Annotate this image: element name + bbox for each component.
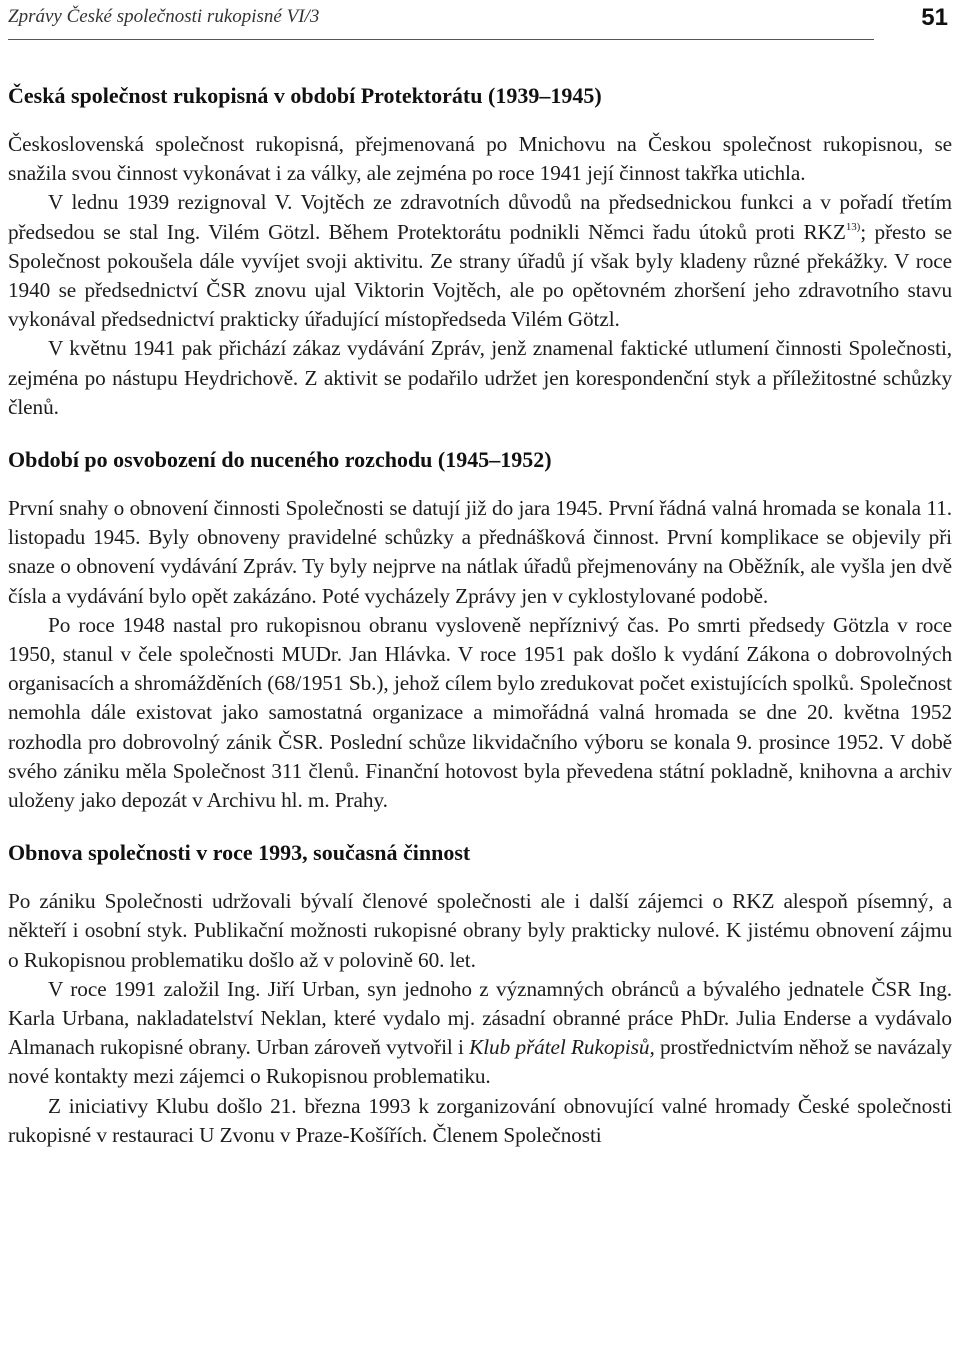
section-heading: Obnova společnosti v roce 1993, současná činnost [8, 840, 471, 866]
running-header-title: Zprávy České společnosti rukopisné VI/3 [8, 6, 320, 27]
paragraph: První snahy o obnovení činnosti Společnosti se datují již do jara 1945. První řádná valná hromada se konala 11. listopadu 1945. Byly obnoveny pravidelné schůzky a přednášková činnost. První komplikace se objevily při snaze o obnovení vydávání Zpráv. Ty byly nejprve na nátlak úřadů přejmenovány na Oběžník, ale vyšla jen dvě čísla a vydávání bylo opět zakázáno. Poté vycházely Zprávy jen v cyklostylované podobě. [8, 496, 952, 608]
section-postwar [8, 444, 952, 815]
section-heading: Období po osvobození do nuceného rozchodu (1945–1952) [8, 447, 552, 473]
section-heading: Česká společnost rukopisná v období Protektorátu (1939–1945) [8, 83, 602, 108]
paragraph [8, 188, 952, 334]
section-renewal [8, 837, 952, 1150]
paragraph: Československá společnost rukopisná, přejmenovaná po Mnichovu na Českou společnost rukopisnou, se snažila svou činnost vykonávat i za války, ale zejména po roce 1941 její činnost takřka utichla. [8, 132, 952, 186]
paragraph: Po zániku Společnosti udržovali bývalí členové společnosti ale i další zájemci o RKZ alespoň písemný, a někteří i osobní styk. Publikační možnosti rukopisné obrany byly prakticky nulové. K jistému obnovení zájmu o Rukopisnou problematiku došlo až v polovině 60. let. [8, 889, 952, 972]
paragraph-text: V lednu 1939 rezignoval V. Vojtěch ze zdravotních důvodů na předsednickou funkci a v pořadí třetím předsedou se stal Ing. Vilém Götzl. Během Protektorátu podnikli Němci řadu útoků proti RKZ [8, 190, 952, 244]
club-name: Klub přátel Rukopisů, [469, 1035, 655, 1060]
footnote-reference: 13) [845, 220, 861, 233]
paragraph: V květnu 1941 pak přichází zákaz vydávání Zpráv, jenž znamenal faktické utlumení činnosti Společnosti, zejména po nástupu Heydrichově. Z aktivit se podařilo udržet jen korespondenční styk a příležitostné schůzky členů. [8, 336, 952, 419]
paragraph-text: prostřednictvím něhož se navázaly nové kontakty mezi zájemci o Rukopisnou problematiku. [8, 1035, 952, 1089]
page-number: 51 [921, 4, 948, 31]
paragraph: Z iniciativy Klubu došlo 21. března 1993 k zorganizování obnovující valné hromady České společnosti rukopisné v restauraci U Zvonu v Praze-Košířích. Členem Společnosti [8, 1093, 952, 1147]
paragraph: Po roce 1948 nastal pro rukopisnou obranu vysloveně nepříznivý čas. Po smrti předsedy Götzla v roce 1950, stanul v čele společnosti MUDr. Jan Hlávka. V roce 1951 pak došlo k vydání Zákona o dobrovolných organisacích a shromážděních (68/1951 Sb.), jehož cílem bylo zredukovat počet existujících spolků. Společnost nemohla dále existovat jako samostatná organizace a mimořádná valná hromada se dne 20. května 1952 rozhodla pro dobrovolný zánik ČSR. Poslední schůze likvidačního výboru se konala 9. prosince 1952. V době svého zániku měla Společnost 311 členů. Finanční hotovost byla převedena státní pokladně, knihovna a archiv uloženy jako depozát v Archivu hl. m. Prahy. [8, 612, 952, 813]
section-protectorate [8, 80, 952, 422]
paragraph [8, 975, 952, 1092]
paragraph-text: V roce 1991 založil Ing. Jiří Urban, syn jednoho z významných obránců a bývalého jednatele ČSR Ing. Karla Urbana, nakladatelství Neklan, které vydalo mj. zásadní obranné práce PhDr. Julia Enderse a vydávalo Almanach rukopisné obrany. Urban zároveň vytvořil i [8, 976, 952, 1060]
article-body [8, 80, 952, 1172]
header-divider [8, 39, 874, 40]
paragraph-text: ; přesto se Společnost pokoušela dále vyvíjet svoji aktivitu. Ze strany úřadů jí však byly kladeny různé překážky. V roce 1940 se předsednictví ČSR znovu ujal Viktorin Vojtěch, ale po opětovném zhoršení jeho zdravotního stavu vykonával předsednictví prakticky úřadující místopředseda Vilém Götzl. [8, 219, 952, 332]
